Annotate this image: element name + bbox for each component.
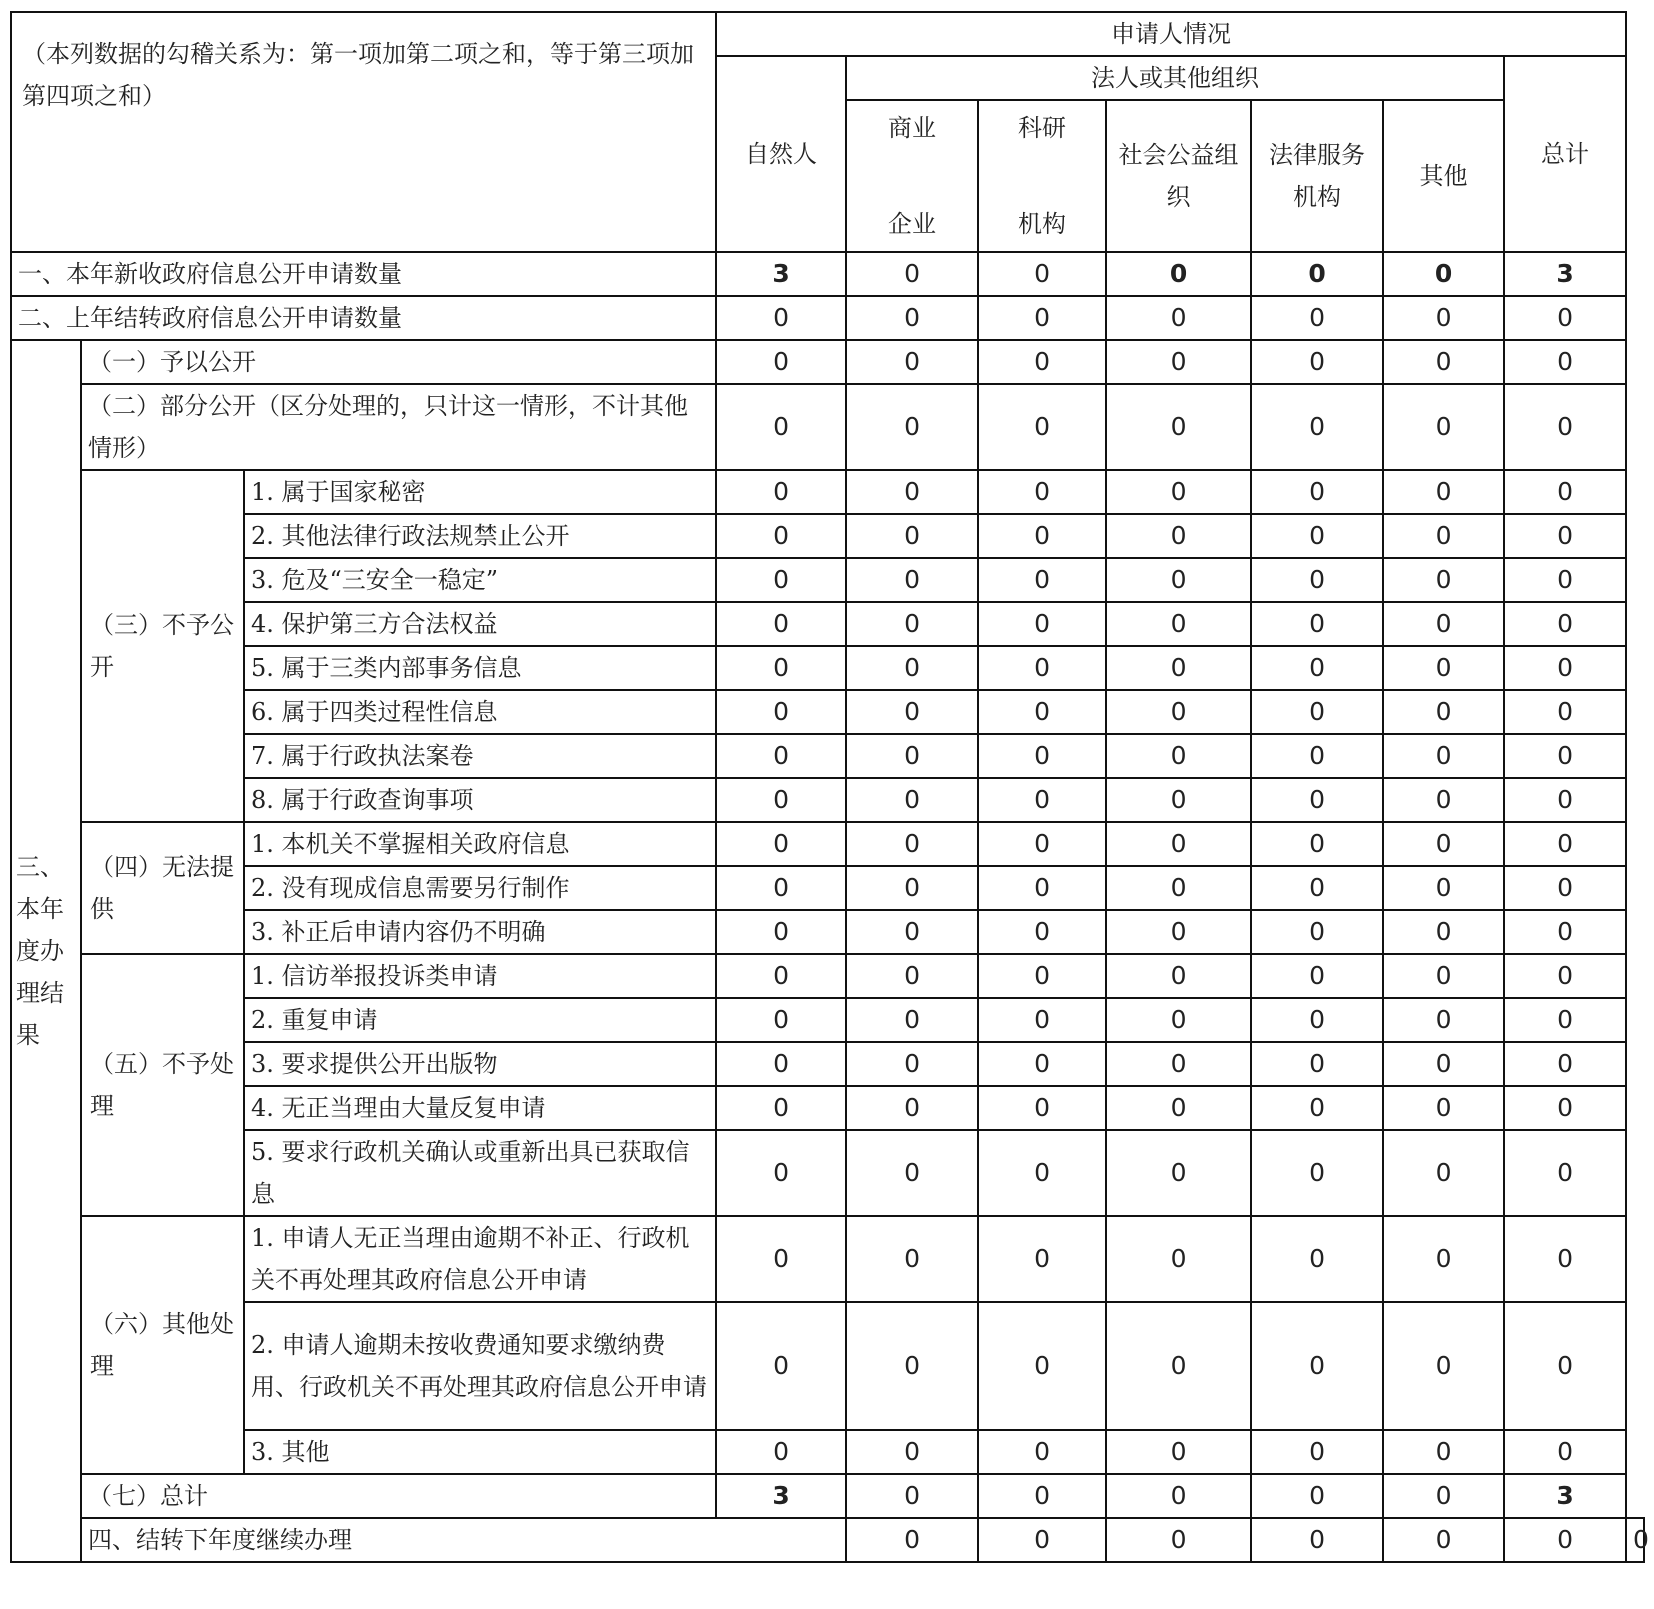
cell-value: 0: [1383, 646, 1504, 690]
cell-value: 0: [1504, 470, 1626, 514]
row-label: 2. 没有现成信息需要另行制作: [244, 866, 716, 910]
cell-value: 0: [1504, 646, 1626, 690]
row-label: 5. 要求行政机关确认或重新出具已获取信息: [244, 1130, 716, 1216]
cell-value: 0: [716, 296, 846, 340]
cell-value: 0: [1504, 296, 1626, 340]
row-label: 8. 属于行政查询事项: [244, 778, 716, 822]
cell-value: 0: [978, 558, 1106, 602]
cell-value: 0: [1106, 1518, 1251, 1562]
cell-value: 0: [1251, 514, 1383, 558]
row-label: 一、本年新收政府信息公开申请数量: [11, 252, 716, 296]
cell-value: 0: [1106, 340, 1251, 384]
table-row: [11, 1086, 1644, 1130]
cell-value: 0: [978, 384, 1106, 470]
cell-value: 0: [846, 866, 978, 910]
group-label: （六）其他处理: [81, 1216, 244, 1474]
cell-value: 3: [1504, 1474, 1626, 1518]
cell-value: 0: [1504, 340, 1626, 384]
cell-value: 0: [1106, 470, 1251, 514]
cell-value: 0: [978, 602, 1106, 646]
gov-info-disclosure-table: [10, 11, 1649, 1563]
cell-value: 0: [1383, 602, 1504, 646]
cell-value: 0: [1383, 558, 1504, 602]
cell-value: 0: [846, 1130, 978, 1216]
cell-value: 0: [716, 1216, 846, 1302]
cell-value: 0: [846, 1302, 978, 1430]
cell-value: 0: [1251, 1474, 1383, 1518]
row-label: 4. 保护第三方合法权益: [244, 602, 716, 646]
cell-value: 0: [1504, 866, 1626, 910]
row-label: 1. 申请人无正当理由逾期不补正、行政机关不再处理其政府信息公开申请: [244, 1216, 716, 1302]
cell-value: 0: [1251, 822, 1383, 866]
cell-value: 0: [716, 384, 846, 470]
cell-value: 0: [978, 470, 1106, 514]
cell-value: 0: [1504, 384, 1626, 470]
cell-value: 0: [846, 384, 978, 470]
cell-value: 0: [1504, 1518, 1626, 1562]
cell-value: 0: [1383, 690, 1504, 734]
table-row: [11, 866, 1644, 910]
row-label: 四、结转下年度继续办理: [81, 1518, 846, 1562]
cell-value: 0: [1106, 384, 1251, 470]
cell-value: 0: [1251, 384, 1383, 470]
row-label: 3. 危及“三安全一稳定”: [244, 558, 716, 602]
cell-value: 0: [846, 910, 978, 954]
table-row: [11, 822, 1644, 866]
cell-value: 0: [1504, 1216, 1626, 1302]
cell-value: 0: [978, 910, 1106, 954]
cell-value: 0: [846, 1430, 978, 1474]
cell-value: 0: [846, 1216, 978, 1302]
row-label: （七）总计: [81, 1474, 716, 1518]
cell-value: 0: [1504, 602, 1626, 646]
row-label: 3. 要求提供公开出版物: [244, 1042, 716, 1086]
cell-value: 0: [1383, 1130, 1504, 1216]
cell-value: 0: [978, 1302, 1106, 1430]
cell-value: 0: [846, 296, 978, 340]
cell-value: 0: [978, 954, 1106, 998]
cell-value: 0: [978, 1216, 1106, 1302]
cell-value: 0: [1383, 252, 1504, 296]
table-row: [11, 998, 1644, 1042]
table-row: [11, 646, 1644, 690]
cell-value: 0: [716, 1302, 846, 1430]
cell-value: 0: [1504, 1302, 1626, 1430]
cell-value: 0: [716, 1086, 846, 1130]
cell-value: 0: [1626, 1518, 1644, 1562]
row-label: 1. 属于国家秘密: [244, 470, 716, 514]
cell-value: 0: [1106, 646, 1251, 690]
cell-value: 0: [1383, 1474, 1504, 1518]
cell-value: 0: [1383, 1430, 1504, 1474]
header-public-welfare: 社会公益组织: [1106, 100, 1251, 252]
cell-value: 0: [716, 1130, 846, 1216]
cell-value: 3: [716, 1474, 846, 1518]
table-row: [11, 1042, 1644, 1086]
header-business-line1: 商业: [888, 114, 937, 142]
row-label: 2. 重复申请: [244, 998, 716, 1042]
table-row: [11, 778, 1644, 822]
cell-value: 0: [1251, 954, 1383, 998]
cell-value: 0: [1106, 1430, 1251, 1474]
header-legal-service: 法律服务机构: [1251, 100, 1383, 252]
row-label: 3. 补正后申请内容仍不明确: [244, 910, 716, 954]
cell-value: 0: [716, 470, 846, 514]
cell-value: 0: [978, 1086, 1106, 1130]
cell-value: 0: [1106, 514, 1251, 558]
cell-value: 0: [846, 822, 978, 866]
cell-value: 0: [716, 998, 846, 1042]
cell-value: 0: [1504, 1130, 1626, 1216]
cell-value: 0: [1251, 1430, 1383, 1474]
cell-value: 0: [1251, 866, 1383, 910]
cell-value: 0: [1383, 1216, 1504, 1302]
cell-value: 0: [978, 1518, 1106, 1562]
cell-value: 0: [1251, 1216, 1383, 1302]
cell-value: 0: [978, 998, 1106, 1042]
row-label: 2. 申请人逾期未按收费通知要求缴纳费用、行政机关不再处理其政府信息公开申请: [244, 1302, 716, 1430]
cell-value: 0: [1106, 1474, 1251, 1518]
row-label: （一）予以公开: [81, 340, 716, 384]
row-label: 1. 信访举报投诉类申请: [244, 954, 716, 998]
cell-value: 0: [716, 646, 846, 690]
cell-value: 0: [1504, 1042, 1626, 1086]
cell-value: 0: [846, 340, 978, 384]
cell-value: 0: [1251, 646, 1383, 690]
cell-value: 0: [846, 470, 978, 514]
cell-value: 0: [1251, 1130, 1383, 1216]
cell-value: 0: [1383, 1518, 1504, 1562]
cell-value: 0: [846, 1518, 978, 1562]
table-row: [11, 470, 1644, 514]
cell-value: 0: [1383, 296, 1504, 340]
cell-value: 0: [1251, 778, 1383, 822]
cell-value: 0: [1383, 340, 1504, 384]
table-row: [11, 514, 1644, 558]
cell-value: 0: [1504, 690, 1626, 734]
header-legal-org: 法人或其他组织: [846, 56, 1504, 100]
cell-value: 0: [978, 1430, 1106, 1474]
cell-value: 0: [978, 514, 1106, 558]
row-label: 1. 本机关不掌握相关政府信息: [244, 822, 716, 866]
cell-value: 0: [978, 866, 1106, 910]
cell-value: 0: [978, 252, 1106, 296]
cell-value: 0: [1504, 778, 1626, 822]
group-label: （四）无法提供: [81, 822, 244, 954]
cell-value: 0: [846, 514, 978, 558]
cell-value: 0: [1251, 558, 1383, 602]
cell-value: 0: [846, 998, 978, 1042]
table-row: [11, 384, 1644, 470]
cell-value: 0: [1251, 296, 1383, 340]
row-label: （二）部分公开（区分处理的，只计这一情形，不计其他情形）: [81, 384, 716, 470]
cell-value: 0: [846, 558, 978, 602]
header-other: 其他: [1383, 100, 1504, 252]
cell-value: 0: [716, 734, 846, 778]
table-row: [11, 1130, 1644, 1216]
table-row: [11, 1302, 1644, 1430]
cell-value: 0: [716, 954, 846, 998]
cell-value: 0: [1504, 998, 1626, 1042]
cell-value: 0: [1383, 866, 1504, 910]
cell-value: 0: [716, 558, 846, 602]
cell-value: 0: [978, 1474, 1106, 1518]
cell-value: 0: [978, 690, 1106, 734]
cell-value: 3: [716, 252, 846, 296]
cell-value: 0: [846, 1086, 978, 1130]
cell-value: 0: [1251, 470, 1383, 514]
cell-value: 0: [846, 690, 978, 734]
table-row: [11, 558, 1644, 602]
header-business-line2: 企业: [888, 210, 937, 238]
cell-value: 0: [846, 1474, 978, 1518]
row-label: 6. 属于四类过程性信息: [244, 690, 716, 734]
cell-value: 0: [1106, 910, 1251, 954]
cell-value: 0: [978, 1130, 1106, 1216]
cell-value: 0: [1106, 252, 1251, 296]
cell-value: 0: [1251, 998, 1383, 1042]
cell-value: 0: [1106, 954, 1251, 998]
cell-value: 3: [1504, 252, 1626, 296]
cell-value: 0: [1106, 602, 1251, 646]
row-label: 7. 属于行政执法案卷: [244, 734, 716, 778]
table-row: [11, 1216, 1644, 1302]
cell-value: 0: [1251, 1518, 1383, 1562]
table-row: [11, 252, 1644, 296]
cell-value: 0: [716, 822, 846, 866]
cell-value: 0: [1106, 1302, 1251, 1430]
cell-value: 0: [1106, 822, 1251, 866]
row-label: 5. 属于三类内部事务信息: [244, 646, 716, 690]
cell-value: 0: [1504, 910, 1626, 954]
cell-value: 0: [716, 910, 846, 954]
cell-value: 0: [1383, 1086, 1504, 1130]
cell-value: 0: [846, 778, 978, 822]
cell-value: 0: [716, 602, 846, 646]
cell-value: 0: [1383, 1302, 1504, 1430]
cell-value: 0: [1383, 998, 1504, 1042]
cell-value: 0: [1251, 690, 1383, 734]
cell-value: 0: [716, 1042, 846, 1086]
cell-value: 0: [846, 646, 978, 690]
table-row: [11, 1474, 1644, 1518]
cell-value: 0: [1383, 514, 1504, 558]
cell-value: 0: [716, 690, 846, 734]
group-label: （五）不予处理: [81, 954, 244, 1216]
cell-value: 0: [846, 734, 978, 778]
header-note: （本列数据的勾稽关系为：第一项加第二项之和，等于第三项加第四项之和）: [11, 12, 716, 252]
header-total: 总计: [1504, 56, 1626, 252]
cell-value: 0: [1504, 1086, 1626, 1130]
cell-value: 0: [1106, 866, 1251, 910]
header-research-line2: 机构: [1018, 210, 1067, 238]
cell-value: 0: [1504, 954, 1626, 998]
cell-value: 0: [1106, 558, 1251, 602]
cell-value: 0: [1504, 734, 1626, 778]
cell-value: 0: [1504, 1430, 1626, 1474]
cell-value: 0: [978, 646, 1106, 690]
cell-value: 0: [1251, 602, 1383, 646]
gov-info-disclosure-table-wrapper: [10, 11, 1649, 1563]
cell-value: 0: [716, 514, 846, 558]
cell-value: 0: [1106, 296, 1251, 340]
group-label: （三）不予公开: [81, 470, 244, 822]
cell-value: 0: [1251, 1302, 1383, 1430]
cell-value: 0: [1251, 340, 1383, 384]
table-row: [11, 340, 1644, 384]
cell-value: 0: [1106, 1042, 1251, 1086]
cell-value: 0: [1504, 558, 1626, 602]
cell-value: 0: [1106, 1216, 1251, 1302]
row-label: 3. 其他: [244, 1430, 716, 1474]
row-label: 4. 无正当理由大量反复申请: [244, 1086, 716, 1130]
cell-value: 0: [1504, 822, 1626, 866]
cell-value: 0: [1383, 1042, 1504, 1086]
cell-value: 0: [716, 778, 846, 822]
header-research-line1: 科研: [1018, 114, 1067, 142]
cell-value: 0: [846, 602, 978, 646]
table-row: [11, 954, 1644, 998]
cell-value: 0: [1383, 910, 1504, 954]
cell-value: 0: [716, 340, 846, 384]
header-natural-person: 自然人: [716, 56, 846, 252]
cell-value: 0: [716, 866, 846, 910]
cell-value: 0: [716, 1430, 846, 1474]
table-row: [11, 602, 1644, 646]
header-business: [846, 100, 978, 252]
table-row: [11, 1518, 1644, 1562]
cell-value: 0: [1251, 1086, 1383, 1130]
row-label: 2. 其他法律行政法规禁止公开: [244, 514, 716, 558]
cell-value: 0: [1504, 514, 1626, 558]
cell-value: 0: [1251, 1042, 1383, 1086]
cell-value: 0: [1106, 998, 1251, 1042]
cell-value: 0: [1251, 252, 1383, 296]
cell-value: 0: [1106, 1130, 1251, 1216]
cell-value: 0: [978, 296, 1106, 340]
cell-value: 0: [978, 734, 1106, 778]
table-row: [11, 910, 1644, 954]
cell-value: 0: [846, 252, 978, 296]
cell-value: 0: [1383, 384, 1504, 470]
cell-value: 0: [1383, 822, 1504, 866]
cell-value: 0: [846, 954, 978, 998]
cell-value: 0: [1251, 910, 1383, 954]
cell-value: 0: [978, 1042, 1106, 1086]
cell-value: 0: [1383, 734, 1504, 778]
table-row: [11, 296, 1644, 340]
cell-value: 0: [978, 778, 1106, 822]
cell-value: 0: [1383, 470, 1504, 514]
cell-value: 0: [1106, 1086, 1251, 1130]
cell-value: 0: [978, 340, 1106, 384]
cell-value: 0: [1383, 778, 1504, 822]
table-row: [11, 1430, 1644, 1474]
cell-value: 0: [978, 822, 1106, 866]
section3-label: 三、本年度办理结果: [11, 340, 81, 1562]
table-row: [11, 734, 1644, 778]
cell-value: 0: [1383, 954, 1504, 998]
cell-value: 0: [1106, 734, 1251, 778]
cell-value: 0: [1106, 778, 1251, 822]
header-research: [978, 100, 1106, 252]
header-row-1: [11, 12, 1644, 56]
header-applicant: 申请人情况: [716, 12, 1626, 56]
cell-value: 0: [1251, 734, 1383, 778]
table-row: [11, 690, 1644, 734]
row-label: 二、上年结转政府信息公开申请数量: [11, 296, 716, 340]
cell-value: 0: [1106, 690, 1251, 734]
cell-value: 0: [846, 1042, 978, 1086]
